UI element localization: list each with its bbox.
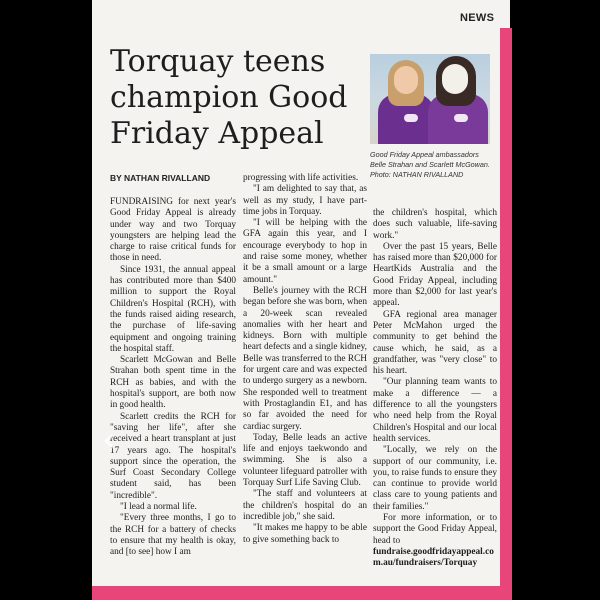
paragraph: "The staff and volunteers at the children's hospital do an incredible job," she said.: [243, 489, 367, 522]
article-column-3: [373, 208, 497, 570]
paragraph: "I lead a normal life.: [120, 502, 197, 513]
person-scarlett-face: [442, 64, 468, 94]
article-column-1: [110, 197, 236, 559]
byline: BY NATHAN RIVALLAND: [110, 173, 211, 183]
paragraph: Over the past 15 years, Belle has raised more than $20,000 for HeartKids Australia and the Good Friday Appeal, including more than $2,000 for last year's appeal.: [373, 241, 497, 309]
paragraph: Today, Belle leads an active life and enjoys taekwondo and swimming. She is also a volunteer lifeguard patroller with Torquay Surf Life Saving Club.: [243, 432, 367, 489]
paragraph: Since 1931, the annual appeal has contributed more than $400 million to support the Royal Children's Hospital (RCH), with the funds raised aiding research, the purchase of life-saving equipment and ongoing training the hospital staff.: [110, 264, 236, 354]
paragraph: Belle's journey with the RCH began before she was born, when a 20-week scan revealed anomalies with her heart and kidneys. Born with multiple heart defects and a single kidney, Belle was transferred to the RCH for urgent care and was expected to undergo surgery as a newborn. She responded well to treatment with Prostaglandin E1, and has so far avoided the need for cardiac surgery.: [243, 285, 367, 432]
accent-strip-right: [500, 28, 512, 600]
paragraph: Scarlett credits the RCH for "saving her life", after she received a heart transplant at just 17 years ago. The hospital's support since the operation, the Surf Coast Secondary College student said, has been "incredible".: [110, 411, 236, 501]
section-label: NEWS: [460, 12, 495, 24]
paragraph: Scarlett McGowan and Belle Strahan both spent time in the RCH as babies, and with the hospital's support, are both now in good health.: [110, 355, 236, 411]
paragraph: GFA regional area manager Peter McMahon urged the community to get behind the cause which, he said, as a grandfather, was "very close" to his heart.: [373, 309, 497, 377]
paragraph: "Every three months, I go to the RCH for a battery of checks to ensure that my health is okay, and [to see] how I am: [110, 513, 236, 558]
photo-caption: Good Friday Appeal ambassadors Belle Strahan and Scarlett McGowan. Photo: NATHAN RIVALLAND: [370, 150, 490, 179]
paragraph: "It makes me happy to be able to give something back to: [243, 523, 367, 545]
paragraph: the children's hospital, which does such valuable, life-saving work.": [373, 208, 497, 241]
paragraph: progressing with life activities.: [243, 173, 359, 183]
fundraise-link[interactable]: fundraise.goodfridayappeal.com.au/fundraisers/Torquay: [373, 546, 494, 569]
paragraph: "I will be helping with the GFA again this year, and I encourage everybody to hop in and raise some money, whether it be a small amount or a large amount.": [243, 218, 367, 285]
shirt-logo: [454, 114, 468, 122]
article-column-2: [243, 173, 367, 546]
accent-strip-bottom: [92, 586, 510, 600]
person-belle-face: [394, 66, 418, 94]
paragraph: For more information, or to support the Good Friday Appeal, head to: [373, 513, 497, 546]
article-photo: [370, 54, 490, 144]
headline: Torquay teens champion Good Friday Appeal: [110, 44, 348, 151]
paragraph: FUNDRAISING for next year's Good Friday Appeal is already under way and two Torquay youngsters are helping lead the charge to raise critical funds for those in need.: [110, 197, 236, 264]
paragraph: "Locally, we rely on the support of our community, i.e. you, to raise funds to ensure they can continue to provide world class care to young patients and their families.": [373, 445, 497, 512]
paragraph: "Our planning team wants to make a difference — a difference to all the youngsters who need help from the Royal Children's Hospital and our local health services.: [373, 377, 497, 444]
previous-page-chevron-icon[interactable]: ‹: [102, 420, 116, 460]
paragraph: "I am delighted to say that, as well as my study, I have part-time jobs in Torquay.: [243, 184, 367, 217]
shirt-logo: [404, 114, 418, 122]
